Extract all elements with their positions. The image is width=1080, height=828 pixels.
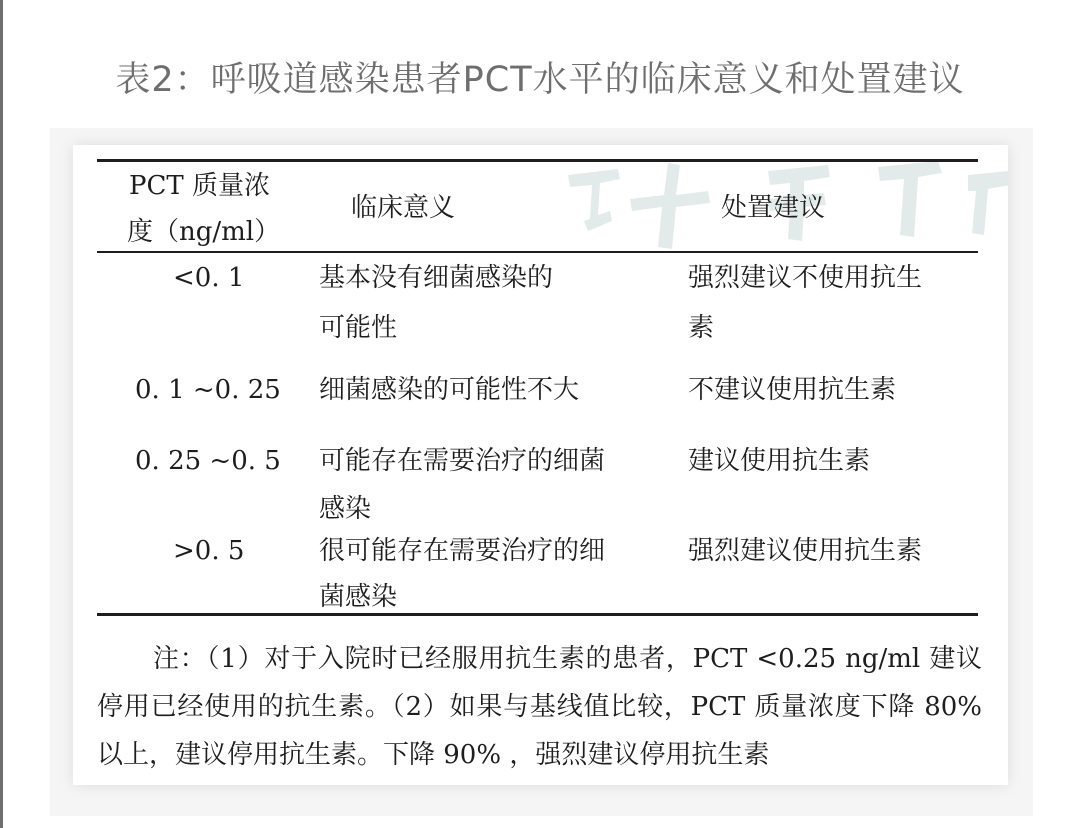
row2-advice-line1: 不建议使用抗生素 bbox=[688, 375, 897, 405]
row1-advice-line1: 强烈建议不使用抗生 bbox=[688, 263, 923, 293]
header-pct-line2: 度（ng/ml） bbox=[127, 217, 281, 247]
row3-advice-line1: 建议使用抗生素 bbox=[688, 446, 871, 476]
table-figure bbox=[73, 145, 1008, 785]
row3-meaning-line2: 感染 bbox=[319, 494, 372, 524]
header-pct-line1: PCT 质量浓 bbox=[129, 171, 270, 201]
row1-meaning-line2: 可能性 bbox=[319, 313, 398, 343]
header-disposal-advice: 处置建议 bbox=[721, 193, 826, 223]
row3-meaning-line1: 可能存在需要治疗的细菌 bbox=[319, 446, 606, 476]
figure-caption: 表2：呼吸道感染患者PCT水平的临床意义和处置建议 bbox=[115, 60, 965, 100]
left-border-rule bbox=[0, 0, 3, 828]
row2-meaning-line1: 细菌感染的可能性不大 bbox=[319, 375, 580, 405]
row3-range: 0. 25 ~0. 5 bbox=[135, 446, 281, 476]
table-bottom-rule bbox=[97, 613, 978, 616]
row4-advice-line1: 强烈建议使用抗生素 bbox=[688, 536, 923, 566]
row1-meaning-line1: 基本没有细菌感染的 bbox=[319, 263, 554, 293]
table-footnote: 注：（1）对于入院时已经服用抗生素的患者，PCT <0.25 ng/ml 建议停用已经使用的抗生素。（2）如果与基线值比较，PCT 质量浓度下降 80% 以上，建议停用抗生素。下降 90% ，强烈建议停用抗生素 bbox=[97, 644, 982, 770]
table-header-rule bbox=[97, 251, 978, 253]
row1-advice-line2: 素 bbox=[688, 313, 715, 343]
row2-range: 0. 1 ~0. 25 bbox=[135, 375, 281, 405]
header-clinical-meaning: 临床意义 bbox=[351, 193, 456, 223]
row4-meaning-line1: 很可能存在需要治疗的细 bbox=[319, 536, 606, 566]
row4-meaning-line2: 菌感染 bbox=[319, 582, 398, 612]
table-top-rule bbox=[97, 159, 978, 162]
row4-range: >0. 5 bbox=[173, 536, 245, 566]
row1-range: <0. 1 bbox=[173, 263, 245, 293]
